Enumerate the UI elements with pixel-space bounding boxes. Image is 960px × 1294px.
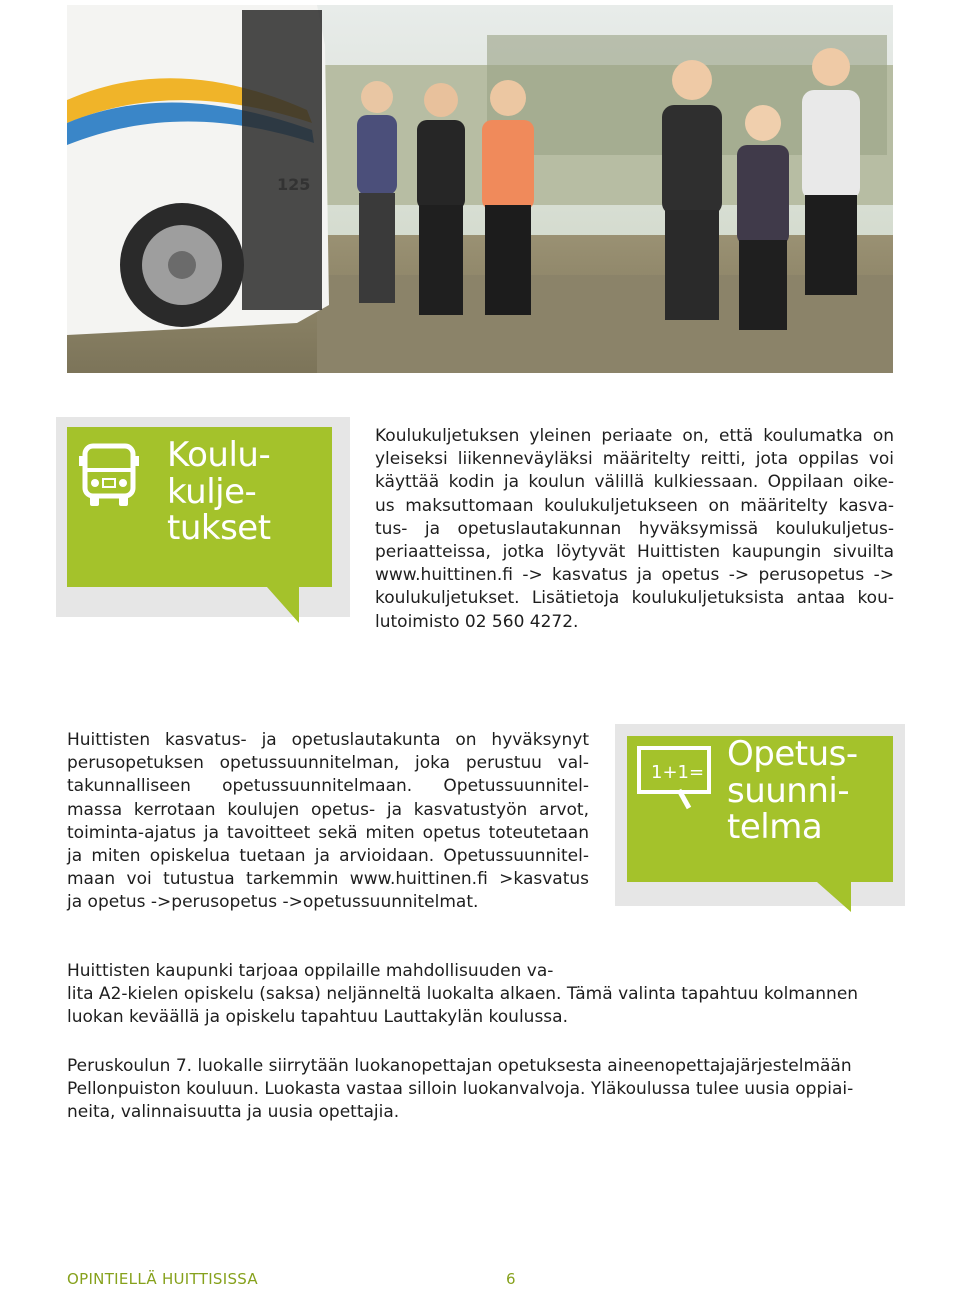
title-line: Koulu- bbox=[167, 435, 271, 475]
photo-illustration bbox=[67, 5, 893, 373]
text-line: koulukuljetukset. Lisätietoja koulukuljetuksista antaa kou- bbox=[375, 588, 894, 609]
text-line: periaatteissa, jotka löytyvät Huittisten kaupungin sivuilta bbox=[375, 542, 894, 563]
text-line: luokan keväällä ja opiskelu tapahtuu Lauttakylän koulussa. bbox=[67, 1007, 568, 1028]
title-line: tukset bbox=[167, 508, 271, 549]
text-line: maan voi tutustua tarkemmin www.huittinen.fi >kasvatus bbox=[67, 869, 589, 890]
paragraph-curriculum bbox=[67, 729, 589, 915]
text-line: www.huittinen.fi -> kasvatus ja opetus -> perusopetus -> bbox=[375, 565, 894, 586]
photo-school-bus-children bbox=[67, 5, 893, 373]
svg-text:125: 125 bbox=[277, 175, 311, 194]
text-line: takunnalliseen opetussuunnitelmaan. Opetussuunnitel- bbox=[67, 776, 589, 797]
title-line: kulje- bbox=[167, 471, 257, 512]
text-line: yleiseksi liikenneväyläksi määritelty reitti, jota oppilas voi bbox=[375, 449, 894, 470]
footer-title: OPINTIELLÄ HUITTISISSA bbox=[67, 1270, 258, 1288]
text-line: Peruskoulun 7. luokalle siirrytään luokanopettajan opetuksesta aineenopettajajärjestelmään bbox=[67, 1056, 852, 1076]
text-line: Pellonpuiston kouluun. Luokasta vastaa silloin luokanvalvoja. Yläkoulussa tulee uusia oppiai- bbox=[67, 1079, 854, 1100]
opetussuunnitelma-title bbox=[727, 736, 858, 846]
opetussuunnitelma-label-box bbox=[627, 736, 893, 882]
koulukuljetukset-label-box bbox=[67, 427, 332, 587]
text-line: lutoimisto 02 560 4272. bbox=[375, 611, 579, 632]
text-line: us maksuttomaan koulukuljetukseen on määritelty kasva- bbox=[375, 495, 894, 516]
paragraph-upper-school bbox=[67, 1055, 894, 1125]
title-line: suunni- bbox=[727, 770, 850, 811]
paragraph-school-transport bbox=[375, 425, 894, 634]
koulukuljetukset-title bbox=[167, 437, 271, 547]
text-line: Huittisten kaupunki tarjoaa oppilaille mahdollisuuden va- bbox=[67, 961, 554, 981]
text-line: neita, valinnaisuutta ja uusia opettajia. bbox=[67, 1102, 400, 1123]
chalkboard-icon bbox=[635, 744, 715, 812]
svg-text:1+1=: 1+1= bbox=[651, 762, 705, 783]
text-line: toiminta-ajatus ja tavoitteet sekä miten opetus toteutetaan bbox=[67, 822, 589, 843]
label-box-pointer bbox=[267, 587, 299, 623]
paragraph-a2-language bbox=[67, 960, 894, 1030]
text-line: ja miten opiskelua tuetaan ja arvioidaan. Opetussuunnitel- bbox=[67, 846, 589, 867]
school-bus-icon bbox=[79, 442, 139, 512]
text-line: ja opetus ->perusopetus ->opetussuunnitelmat. bbox=[67, 892, 479, 913]
page-number: 6 bbox=[506, 1270, 516, 1288]
title-line: telma bbox=[727, 807, 823, 848]
text-line: perusopetuksen opetussuunnitelman, joka perustuu val- bbox=[67, 753, 589, 774]
text-line: tus- ja opetuslautakunnan hyväksymissä koulukuljetus- bbox=[375, 518, 894, 539]
label-box-pointer bbox=[817, 882, 851, 912]
text-line: Huittisten kasvatus- ja opetuslautakunta on hyväksynyt bbox=[67, 730, 589, 750]
text-line: käyttää kodin ja koulun välillä kulkiessaan. Oppilaan oike- bbox=[375, 472, 894, 493]
text-line: lita A2-kielen opiskelu (saksa) neljänneltä luokalta alkaen. Tämä valinta tapahtuu kolmannen bbox=[67, 984, 859, 1005]
title-line: Opetus- bbox=[727, 734, 858, 774]
text-line: massa kerrotaan koulujen opetus- ja kasvatustyön arvot, bbox=[67, 799, 589, 820]
text-line: Koulukuljetuksen yleinen periaate on, että koulumatka on bbox=[375, 426, 894, 446]
